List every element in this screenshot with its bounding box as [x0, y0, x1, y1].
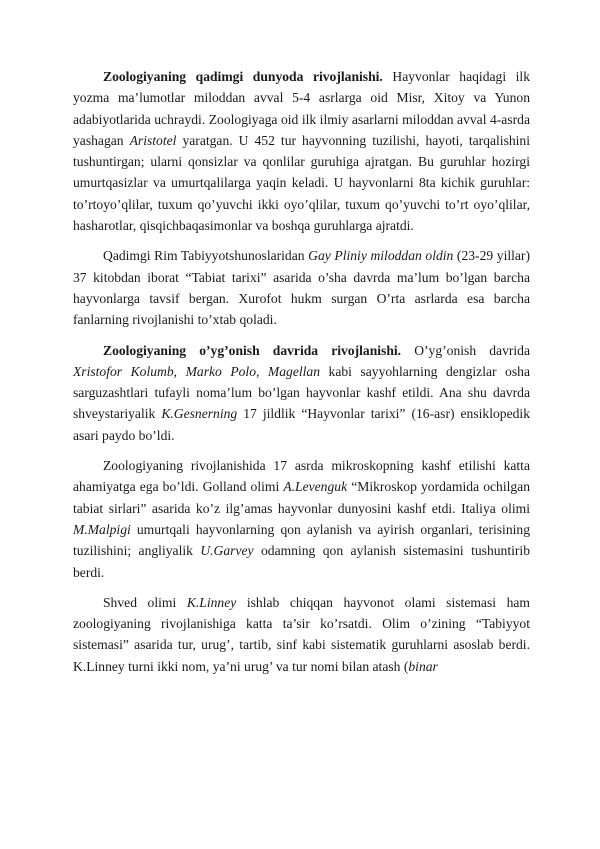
- body-text: 17 jildlik “Hayvonlar tarixi” (16-asr) ensiklopedik asari paydo bo’ldi.: [73, 406, 530, 443]
- body-text: yaratgan. U 452 tur hayvonning tuzilishi, hayoti, tarqalishini tushuntirgan; ularni qonsizlar va qonlilar guruhiga ajratgan. Bu guruhlar hozirgi umurtqasizlar va umurtqalilarga yaqin keladi. U hayvonlarni 8ta kichik guruhlar: to’rtoyo’qlilar, tuxum qo’yuvchi ikki oyo’qlilar, tuxum qo’yuvchi to’rt oyo’qlilar, hasharotlar, qisqichbaqasimonlar va boshqa guruhlarga ajratdi.: [73, 132, 531, 234]
- body-text: Zoologiyaning rivojlanishida 17 asrda mikroskopning kashf etilishi katta ahamiyatga ega bo’ldi. Golland olimi: [73, 458, 530, 495]
- body-text: odamning qon aylanish sistemasini tushuntirib berdi.: [73, 543, 530, 580]
- body-text: umurtqali hayvonlarning qon aylanish va ayirish organlari, terisining tuzilishini; angliyalik: [73, 521, 530, 559]
- body-text: Qadimgi Rim Tabiyyotshunoslaridan: [103, 248, 309, 264]
- paragraph-renaissance: [73, 340, 530, 446]
- person-name: Xristofor Kolumb, Marko Polo, Magellan: [73, 363, 321, 379]
- body-text: O’yg’onish davrida: [401, 342, 530, 358]
- paragraph-linnaeus: [73, 592, 530, 677]
- person-name: K.Linney: [186, 594, 237, 610]
- person-name: Gay Pliniy miloddan oldin: [308, 248, 454, 264]
- italic-term: binar: [408, 658, 438, 674]
- person-name: K.Gesnerning: [161, 406, 238, 422]
- person-name: Aristotel: [129, 132, 177, 148]
- body-text: kabi sayyohlarning dengizlar osha sarguzashtlari tufayli noma’lum bo’lgan hayvonlar kashf etildi. Ana shu davrda shveystariyalik: [73, 363, 530, 422]
- body-text: (23-29 yillar) 37 kitobdan iborat “Tabiat tarixi” asarida o’sha davrda ma’lum bo’lgan barcha hayvonlarga tavsif bergan. Xurofot hukm surgan O’rta asrlarda esa barcha fanlarning rivojlanishi to’xtab qoladi.: [73, 248, 530, 328]
- paragraph-ancient-zoology: [73, 66, 530, 236]
- body-text: Shved olimi: [103, 594, 187, 610]
- section-heading-renaissance: Zoologiyaning o’yg’onish davrida rivojlanishi.: [103, 342, 402, 358]
- paragraph-microscope: [73, 455, 530, 583]
- person-name: M.Malpigi: [73, 521, 131, 537]
- paragraph-ancient-rome: [73, 245, 530, 330]
- section-heading-ancient: Zoologiyaning qadimgi dunyoda rivojlanishi.: [103, 69, 383, 84]
- person-name: A.Levenguk: [283, 479, 348, 495]
- body-text: Hayvonlar haqidagi ilk yozma ma’lumotlar miloddan avval 5-4 asrlarga oid Misr, Xitoy va Yunon adabiyotlarida uchraydi. Zoologiyaga oid ilk ilmiy asarlarni miloddan avval 4-asrda yashagan: [73, 69, 530, 148]
- body-text: “Mikroskop yordamida ochilgan tabiat sirlari” asarida ko’z ilg’amas hayvonlar dunyosini kashf etdi. Italiya olimi: [73, 479, 531, 516]
- body-text: ishlab chiqqan hayvonot olami sistemasi ham zoologiyaning rivojlanishiga katta ta’sir ko’rsatdi. Olim o’zining “Tabiyyot sistemasi” asarida tur, urug’, tartib, sinf kabi sistematik guruhlarni asoslab berdi. K.Linney turni ikki nom, ya’ni urug’ va tur nomi bilan atash (: [73, 594, 530, 674]
- person-name: U.Garvey: [200, 543, 254, 559]
